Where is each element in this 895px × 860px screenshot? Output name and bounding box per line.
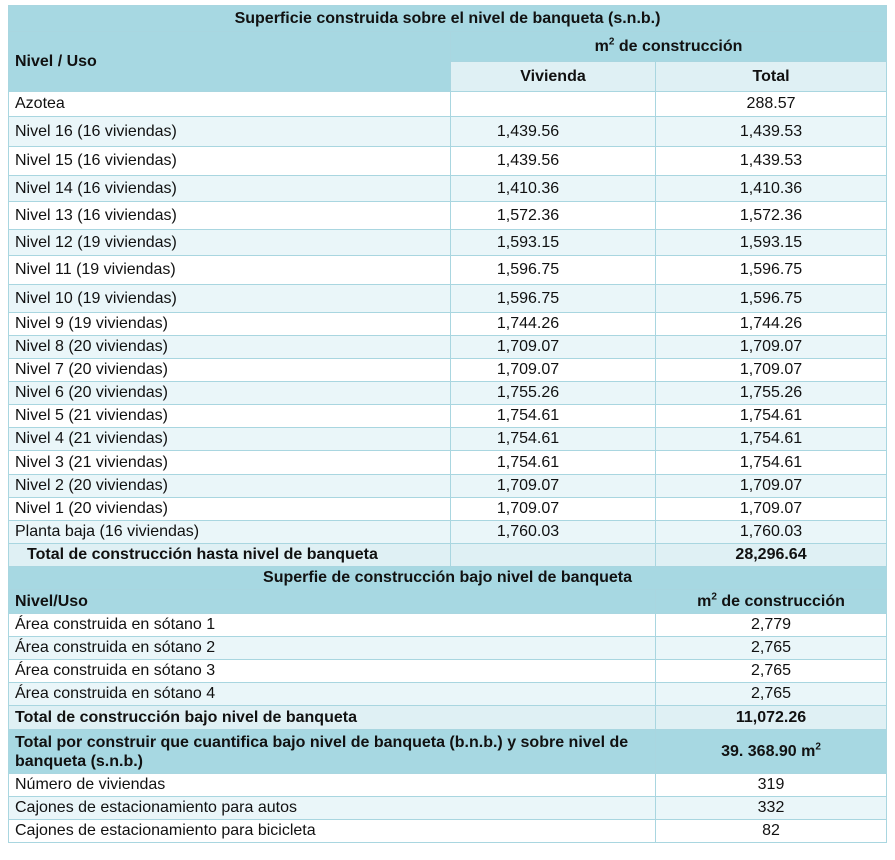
row-label: Nivel 2 (20 viviendas) xyxy=(9,475,451,498)
table-row xyxy=(9,336,887,359)
row-value: 2,765 xyxy=(656,660,887,683)
row-total: 1,755.26 xyxy=(656,382,887,405)
row-label: Nivel 7 (20 viviendas) xyxy=(9,359,451,382)
table-row xyxy=(9,359,887,382)
section2-total-label: Total de construcción bajo nivel de banqueta xyxy=(9,706,656,730)
row-vivienda: 1,709.07 xyxy=(451,475,656,498)
row-label: Azotea xyxy=(9,92,451,117)
summary-value: 82 xyxy=(656,820,887,843)
summary-value: 319 xyxy=(656,774,887,797)
section1-col-label: Nivel / Uso xyxy=(9,32,451,92)
construction-area-table xyxy=(8,5,887,843)
row-vivienda: 1,754.61 xyxy=(451,428,656,451)
table-row xyxy=(9,451,887,475)
table-row xyxy=(9,428,887,451)
section1-group-label: $m^2$ de construcción xyxy=(451,32,887,62)
row-vivienda: 1,572.36 xyxy=(451,202,656,230)
row-total: 1,709.07 xyxy=(656,336,887,359)
row-total: 1,744.26 xyxy=(656,313,887,336)
section1-title: Superficie construida sobre el nivel de banqueta (s.n.b.) xyxy=(9,6,887,32)
row-vivienda: 1,596.75 xyxy=(451,285,656,313)
table-row xyxy=(9,147,887,176)
row-total: 1,410.36 xyxy=(656,176,887,202)
section1-total-value: 28,296.64 xyxy=(656,544,887,567)
row-label: Área construida en sótano 4 xyxy=(9,683,656,706)
summary-row xyxy=(9,820,887,843)
row-label: Nivel 5 (21 viviendas) xyxy=(9,405,451,428)
row-vivienda: 1,754.61 xyxy=(451,451,656,475)
table-row xyxy=(9,92,887,117)
row-total: 1,760.03 xyxy=(656,521,887,544)
row-vivienda xyxy=(451,92,656,117)
table-row xyxy=(9,637,887,660)
row-total: 1,596.75 xyxy=(656,256,887,285)
row-total: 1,709.07 xyxy=(656,498,887,521)
section2-header-row xyxy=(9,590,887,614)
row-total: 1,754.61 xyxy=(656,451,887,475)
row-vivienda: 1,754.61 xyxy=(451,405,656,428)
row-total: 1,572.36 xyxy=(656,202,887,230)
table-row xyxy=(9,614,887,637)
row-label: Nivel 8 (20 viviendas) xyxy=(9,336,451,359)
row-vivienda: 1,709.07 xyxy=(451,498,656,521)
row-total: 1,709.07 xyxy=(656,475,887,498)
row-total: 1,593.15 xyxy=(656,230,887,256)
row-vivienda: 1,755.26 xyxy=(451,382,656,405)
row-value: 2,765 xyxy=(656,683,887,706)
row-label: Nivel 16 (16 viviendas) xyxy=(9,117,451,147)
row-label: Nivel 11 (19 viviendas) xyxy=(9,256,451,285)
row-total: 1,754.61 xyxy=(656,428,887,451)
grand-total-label: Total por construir que cuantifica bajo nivel de banqueta (b.n.b.) y sobre nivel de banqueta (s.n.b.) xyxy=(9,730,656,774)
row-total: 1,439.53 xyxy=(656,147,887,176)
summary-row xyxy=(9,774,887,797)
summary-label: Número de viviendas xyxy=(9,774,656,797)
table-row xyxy=(9,660,887,683)
table-row xyxy=(9,405,887,428)
row-vivienda: 1,410.36 xyxy=(451,176,656,202)
summary-label: Cajones de estacionamiento para autos xyxy=(9,797,656,820)
row-label: Nivel 12 (19 viviendas) xyxy=(9,230,451,256)
grand-total-row xyxy=(9,730,887,774)
row-vivienda: 1,439.56 xyxy=(451,117,656,147)
table-row xyxy=(9,176,887,202)
row-label: Nivel 6 (20 viviendas) xyxy=(9,382,451,405)
section1-header-row xyxy=(9,32,887,62)
table-row xyxy=(9,202,887,230)
table-row xyxy=(9,498,887,521)
summary-rows xyxy=(9,774,887,843)
table-row xyxy=(9,230,887,256)
table-row xyxy=(9,683,887,706)
row-label: Nivel 14 (16 viviendas) xyxy=(9,176,451,202)
row-vivienda: 1,593.15 xyxy=(451,230,656,256)
section2-col-value: $m^2$ de construcción xyxy=(656,590,887,614)
summary-label: Cajones de estacionamiento para bicicleta xyxy=(9,820,656,843)
summary-value: 332 xyxy=(656,797,887,820)
section2-title: Superfie de construcción bajo nivel de banqueta xyxy=(9,567,887,590)
section2-total-value: 11,072.26 xyxy=(656,706,887,730)
row-label: Nivel 1 (20 viviendas) xyxy=(9,498,451,521)
section2-rows xyxy=(9,614,887,706)
row-vivienda: 1,709.07 xyxy=(451,336,656,359)
row-total: 1,709.07 xyxy=(656,359,887,382)
row-total: 1,439.53 xyxy=(656,117,887,147)
section1-total-row xyxy=(9,544,887,567)
table-row xyxy=(9,285,887,313)
row-total: 288.57 xyxy=(656,92,887,117)
summary-row xyxy=(9,797,887,820)
section2-total-row xyxy=(9,706,887,730)
row-vivienda: 1,596.75 xyxy=(451,256,656,285)
grand-total-value: 39. 368.90 $m^2$ xyxy=(656,730,887,774)
row-vivienda: 1,760.03 xyxy=(451,521,656,544)
table-row xyxy=(9,521,887,544)
row-label: Nivel 15 (16 viviendas) xyxy=(9,147,451,176)
table-row xyxy=(9,256,887,285)
col-vivienda: Vivienda xyxy=(451,62,656,92)
section1-rows xyxy=(9,92,887,544)
section2-title-row xyxy=(9,567,887,590)
row-label: Área construida en sótano 2 xyxy=(9,637,656,660)
row-value: 2,765 xyxy=(656,637,887,660)
row-label: Nivel 13 (16 viviendas) xyxy=(9,202,451,230)
row-label: Nivel 10 (19 viviendas) xyxy=(9,285,451,313)
row-vivienda: 1,439.56 xyxy=(451,147,656,176)
section1-title-row xyxy=(9,6,887,32)
section1-total-label: Total de construcción hasta nivel de banqueta xyxy=(9,544,451,567)
table-row xyxy=(9,382,887,405)
row-label: Área construida en sótano 3 xyxy=(9,660,656,683)
table-row xyxy=(9,475,887,498)
section2-col-label: Nivel/Uso xyxy=(9,590,656,614)
row-vivienda: 1,709.07 xyxy=(451,359,656,382)
row-vivienda: 1,744.26 xyxy=(451,313,656,336)
row-label: Nivel 3 (21 viviendas) xyxy=(9,451,451,475)
row-label: Nivel 9 (19 viviendas) xyxy=(9,313,451,336)
col-total: Total xyxy=(656,62,887,92)
table-row xyxy=(9,117,887,147)
row-label: Planta baja (16 viviendas) xyxy=(9,521,451,544)
row-value: 2,779 xyxy=(656,614,887,637)
row-total: 1,754.61 xyxy=(656,405,887,428)
row-total: 1,596.75 xyxy=(656,285,887,313)
table-row xyxy=(9,313,887,336)
row-label: Área construida en sótano 1 xyxy=(9,614,656,637)
row-label: Nivel 4 (21 viviendas) xyxy=(9,428,451,451)
